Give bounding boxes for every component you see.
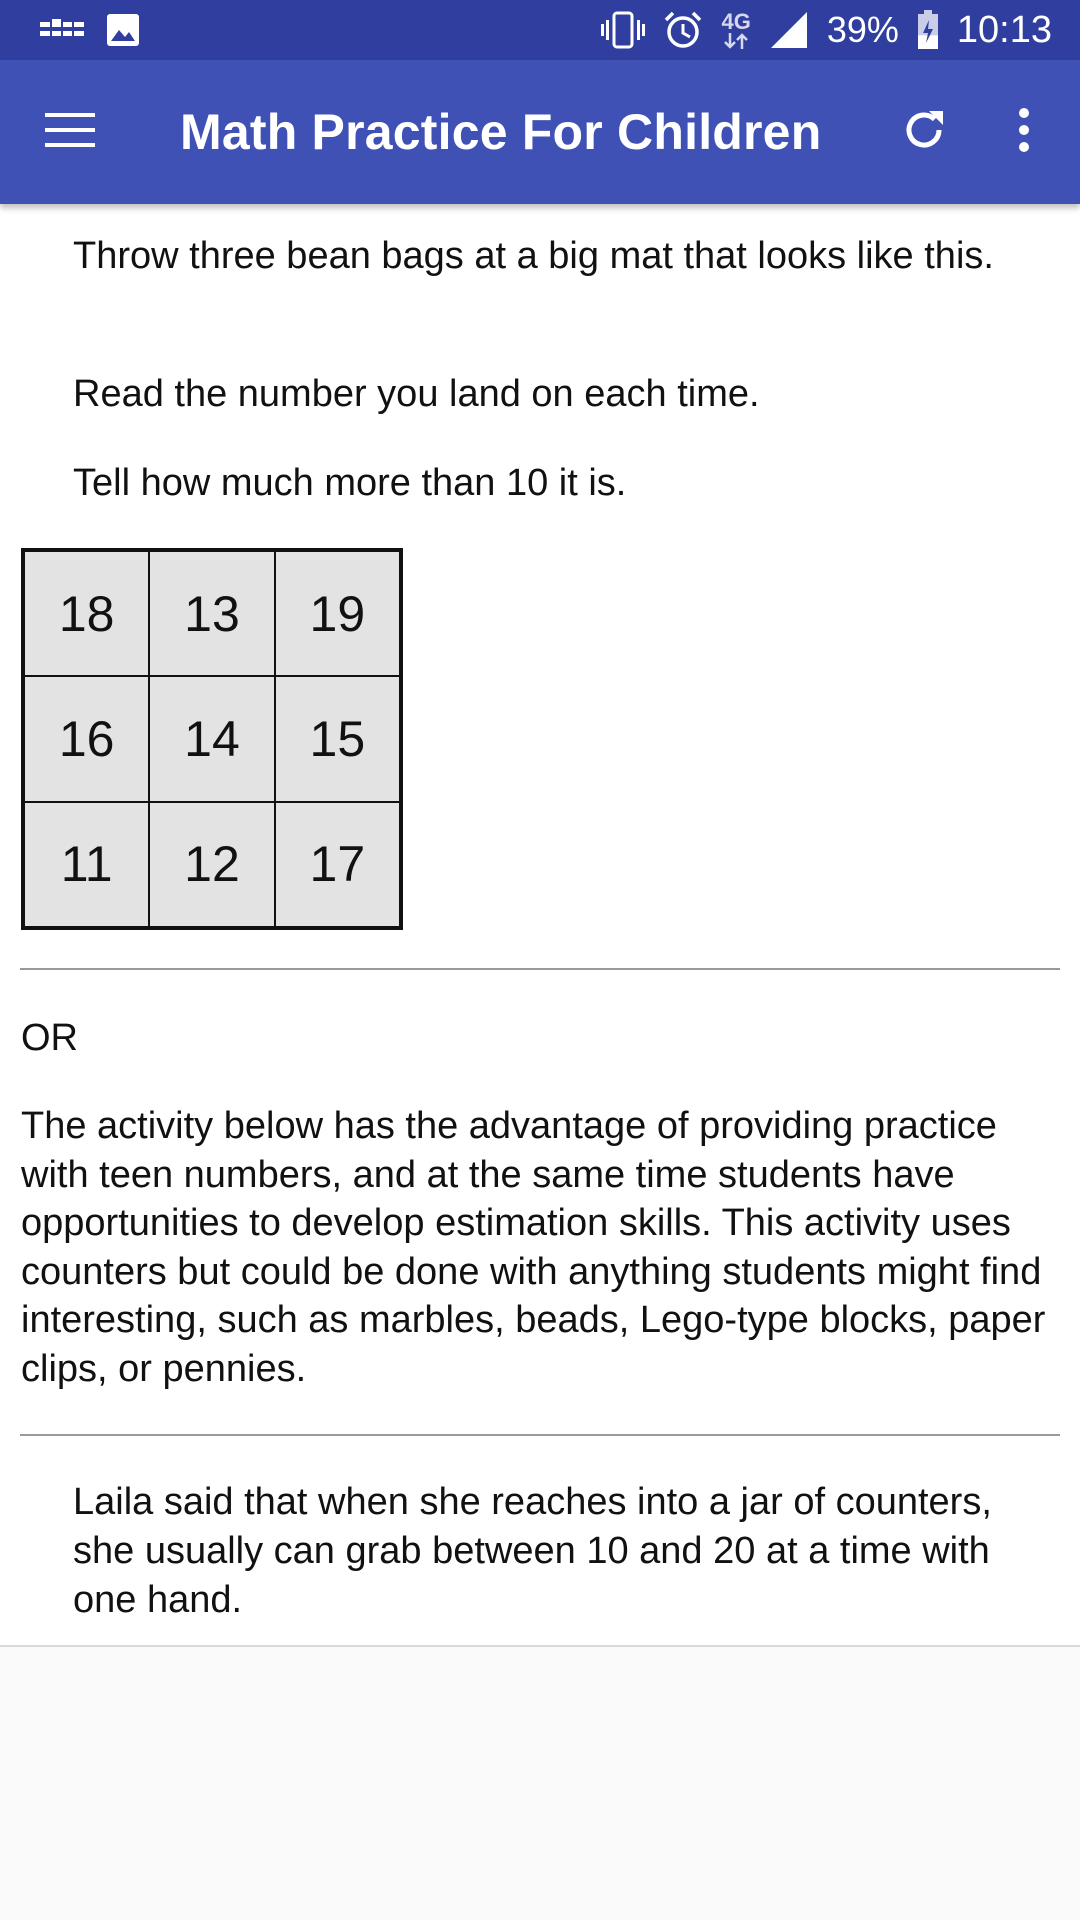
mat-cell: 11 — [24, 802, 149, 927]
network-4g-icon — [721, 11, 750, 49]
clock: 10:13 — [956, 8, 1052, 51]
refresh-icon — [901, 107, 947, 158]
status-left-icons — [40, 13, 140, 47]
vibrate-icon — [601, 10, 645, 50]
mat-cell: 15 — [275, 676, 400, 801]
overflow-menu-button[interactable] — [988, 96, 1060, 168]
activity-description: The activity below has the advantage of providing practice with teen numbers, and at the same time students have opportunities to develop estimation skills. This activity uses counters but could be done with anything students might find interesting, such as marbles, beads, Lego-type blocks, paper clips, or pennies. — [21, 1105, 1046, 1390]
mat-cell: 18 — [24, 551, 149, 676]
app-bar — [0, 60, 1080, 204]
laila-problem: Laila said that when she reaches into a jar of counters, she usually can grab between 10 and 20 at a time with one hand. — [73, 1481, 992, 1621]
lesson-content — [0, 204, 1080, 1647]
instruction-tell: Tell how much more than 10 it is. — [73, 462, 627, 504]
status-bar — [0, 0, 1080, 60]
mat-cell: 16 — [24, 676, 149, 801]
mat-cell: 19 — [275, 551, 400, 676]
signal-icon — [769, 10, 809, 50]
instruction-throw: Throw three bean bags at a big mat that looks like this. — [73, 235, 994, 277]
mat-cell: 14 — [149, 676, 274, 801]
notification-grid-icon — [40, 18, 84, 42]
hamburger-menu-icon — [45, 113, 95, 152]
divider — [20, 1434, 1060, 1436]
menu-button[interactable] — [34, 96, 106, 168]
mat-cell: 17 — [275, 802, 400, 927]
battery-percent: 39% — [826, 9, 899, 50]
or-label: OR — [21, 1017, 78, 1059]
more-vert-icon — [1018, 108, 1030, 157]
number-mat — [21, 548, 403, 930]
app-title: Math Practice For Children — [180, 104, 822, 160]
mat-cell: 13 — [149, 551, 274, 676]
divider — [20, 968, 1060, 970]
refresh-button[interactable] — [888, 96, 960, 168]
image-icon — [106, 13, 140, 47]
alarm-icon — [663, 10, 703, 50]
status-right-icons — [601, 9, 1052, 52]
battery-icon — [917, 10, 939, 50]
instruction-read: Read the number you land on each time. — [73, 373, 760, 415]
mat-cell: 12 — [149, 802, 274, 927]
network-label: 4G — [721, 9, 751, 34]
